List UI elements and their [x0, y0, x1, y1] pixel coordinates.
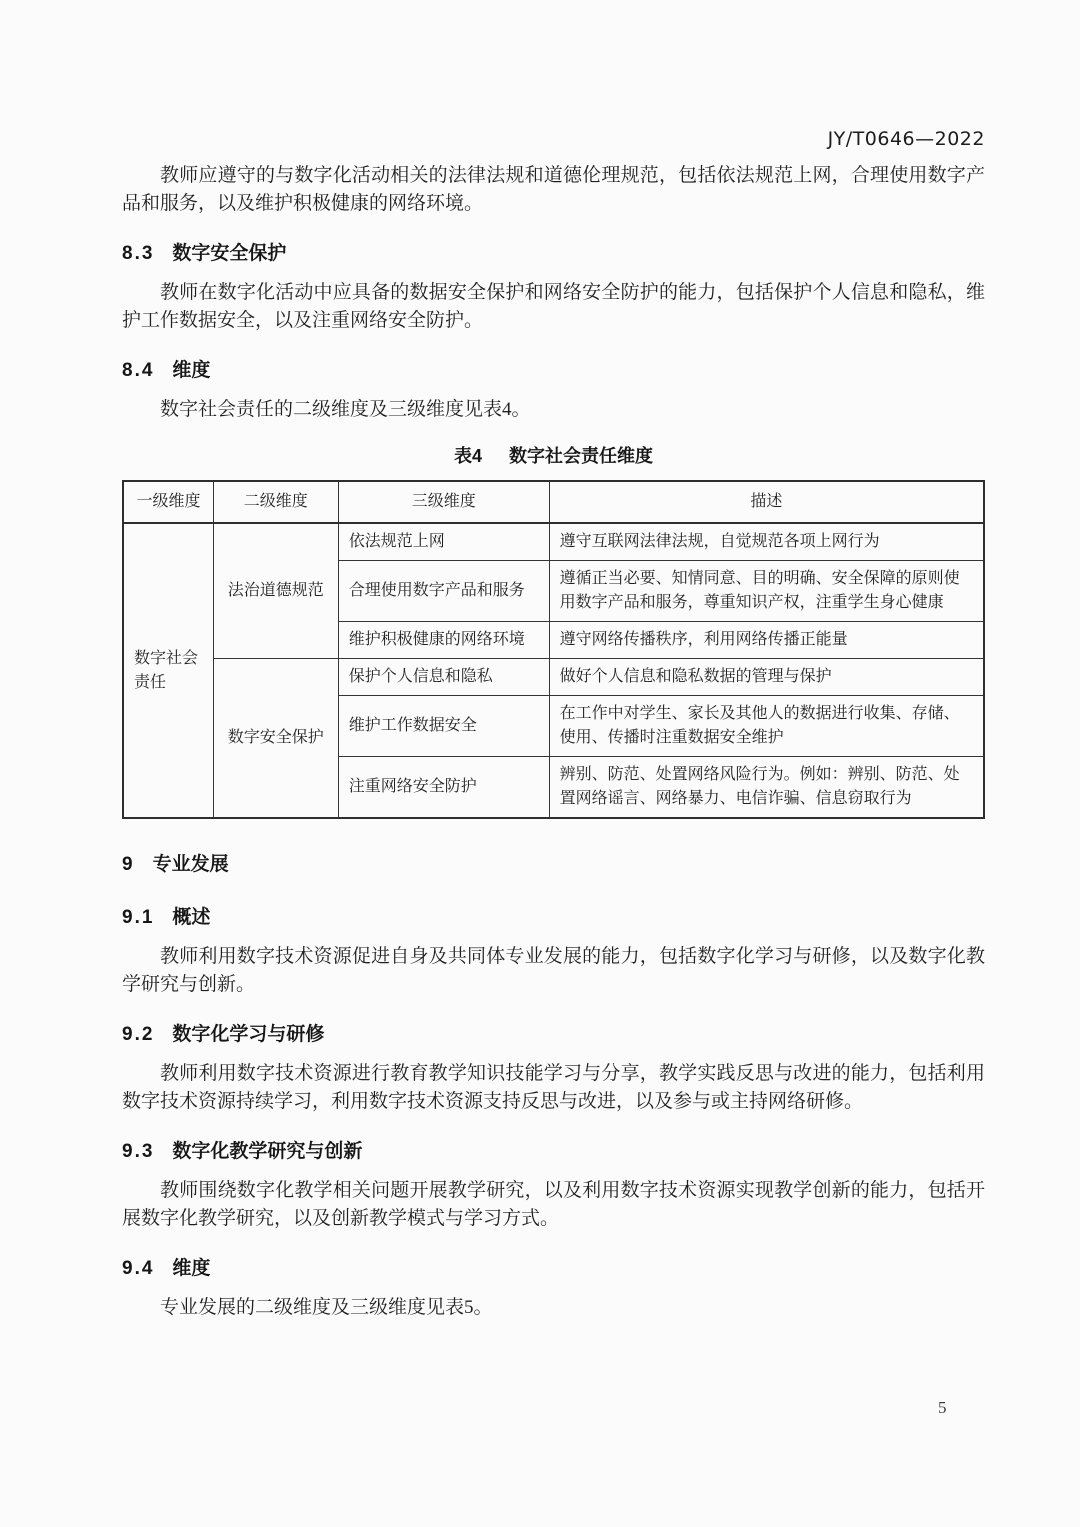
table-caption-label: 表4 — [453, 446, 482, 466]
section-heading-9-3 — [122, 1136, 985, 1163]
table-header-cell-level2: 二级维度 — [213, 481, 338, 523]
table-header-cell-level1: 一级维度 — [123, 481, 213, 523]
paragraph-9-1: 教师利用数字技术资源促进自身及共同体专业发展的能力，包括数字化学习与研修，以及数字化教学研究与创新。 — [122, 946, 985, 995]
section-heading-9-2 — [122, 1019, 985, 1046]
paragraph-9-3: 教师围绕数字化教学相关问题开展教学研究，以及利用数字技术资源实现教学创新的能力，包括开展数字化教学研究，以及创新教学模式与学习方式。 — [122, 1180, 985, 1229]
table-cell-description: 做好个人信息和隐私数据的管理与保护 — [549, 659, 984, 696]
table-cell-level3: 维护工作数据安全 — [338, 696, 549, 757]
table-cell-level3: 合理使用数字产品和服务 — [338, 561, 549, 622]
table-cell-description: 在工作中对学生、家长及其他人的数据进行收集、存储、使用、传播时注重数据安全维护 — [549, 696, 984, 757]
section-title: 概述 — [172, 907, 211, 928]
section-number: 9.1 — [122, 907, 155, 928]
section-number: 8.4 — [122, 360, 155, 381]
section-heading-8-4 — [122, 355, 985, 382]
table-row — [123, 523, 984, 561]
section-number: 9.3 — [122, 1141, 155, 1162]
section-heading-9-4 — [122, 1253, 985, 1280]
dimension-table-4 — [122, 480, 985, 819]
table-cell-description: 遵守网络传播秩序，利用网络传播正能量 — [549, 622, 984, 659]
section-number: 9.2 — [122, 1024, 155, 1045]
table-caption-title: 数字社会责任维度 — [509, 446, 654, 466]
table-cell-level1: 数字社会责任 — [123, 523, 213, 818]
table-cell-level3: 注重网络安全防护 — [338, 757, 549, 819]
section-title: 维度 — [172, 360, 211, 381]
table-cell-level3: 依法规范上网 — [338, 523, 549, 561]
table-cell-description: 遵循正当必要、知情同意、目的明确、安全保障的原则使用数字产品和服务，尊重知识产权，注重学生身心健康 — [549, 561, 984, 622]
table-row — [123, 659, 984, 696]
table-cell-description: 遵守互联网法律法规，自觉规范各项上网行为 — [549, 523, 984, 561]
section-number: 9.4 — [122, 1258, 155, 1279]
table-header-cell-level3: 三级维度 — [338, 481, 549, 523]
paragraph-9-4: 专业发展的二级维度及三级维度见表5。 — [160, 1297, 493, 1318]
table-header-cell-description: 描述 — [549, 481, 984, 523]
section-heading-9-1 — [122, 902, 985, 929]
section-title: 数字安全保护 — [172, 243, 287, 264]
section-title: 专业发展 — [152, 854, 229, 875]
table-cell-description: 辨别、防范、处置网络风险行为。例如：辨别、防范、处置网络谣言、网络暴力、电信诈骗、信息窃取行为 — [549, 757, 984, 819]
table-cell-level2: 数字安全保护 — [213, 659, 338, 819]
table-cell-level3: 保护个人信息和隐私 — [338, 659, 549, 696]
table-caption — [122, 442, 985, 468]
section-title: 维度 — [172, 1258, 211, 1279]
page-number: 5 — [938, 1398, 947, 1417]
table-cell-level3: 维护积极健康的网络环境 — [338, 622, 549, 659]
section-number: 9 — [122, 854, 135, 875]
table-header-row — [123, 481, 984, 523]
paragraph-9-2: 教师利用数字技术资源进行教育教学知识技能学习与分享，教学实践反思与改进的能力，包括利用数字技术资源持续学习，利用数字技术资源支持反思与改进，以及参与或主持网络研修。 — [122, 1063, 985, 1112]
section-title: 数字化学习与研修 — [172, 1024, 325, 1045]
document-code: JY/T0646—2022 — [827, 128, 985, 150]
section-title: 数字化教学研究与创新 — [172, 1141, 363, 1162]
section-heading-8-3 — [122, 238, 985, 265]
paragraph-8-4: 数字社会责任的二级维度及三级维度见表4。 — [160, 399, 531, 420]
paragraph-8-3: 教师在数字化活动中应具备的数据安全保护和网络安全防护的能力，包括保护个人信息和隐私，维护工作数据安全，以及注重网络安全防护。 — [122, 282, 985, 331]
chapter-heading-9 — [122, 849, 985, 876]
section-number: 8.3 — [122, 243, 155, 264]
paragraph-intro: 教师应遵守的与数字化活动相关的法律法规和道德伦理规范，包括依法规范上网，合理使用数字产品和服务，以及维护积极健康的网络环境。 — [122, 165, 985, 214]
table-cell-level2: 法治道德规范 — [213, 523, 338, 659]
